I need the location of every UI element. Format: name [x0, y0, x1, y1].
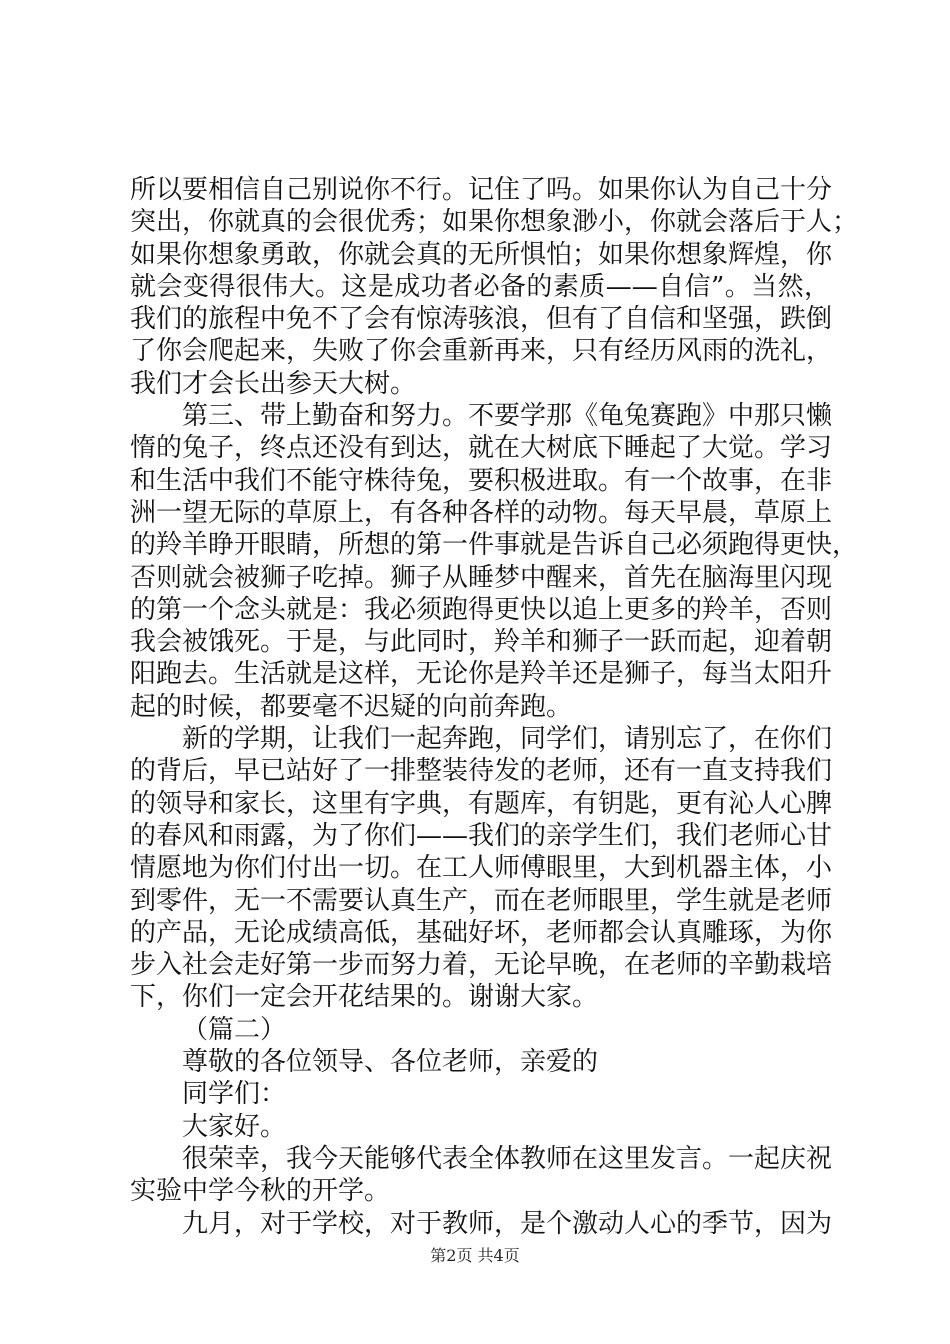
text-line: 阳跑去。生活就是这样，无论你是羚羊还是狮子，每当太阳升 [130, 659, 833, 690]
text-line: 就会变得很伟大。这是成功者必备的素质——自信”。当然， [130, 271, 830, 302]
text-line: 洲一望无际的草原上，有各种各样的动物。每天早晨，草原上 [130, 497, 833, 528]
text-line: 步入社会走好第一步而努力着，无论早晚，在老师的辛勤栽培 [130, 950, 833, 981]
text-line: （篇二） [182, 1014, 287, 1045]
text-line: 突出，你就真的会很优秀；如果你想象渺小，你就会落后于人； [130, 207, 859, 238]
text-line: 新的学期，让我们一起奔跑，同学们，请别忘了，在你们 [182, 724, 833, 755]
text-line: 我会被饿死。于是，与此同时，羚羊和狮子一跃而起，迎着朝 [130, 627, 833, 658]
text-line: 实验中学今秋的开学。 [130, 1176, 391, 1207]
text-line: 九月，对于学校，对于教师，是个激动人心的季节，因为 [182, 1208, 833, 1239]
text-line: 如果你想象勇敢，你就会真的无所惧怕；如果你想象辉煌，你 [130, 239, 833, 270]
text-line: 的第一个念头就是：我必须跑得更快以追上更多的羚羊，否则 [130, 594, 833, 625]
document-body [130, 174, 859, 1240]
page-footer: 第2页 共4页 [430, 1246, 520, 1265]
text-line: 和生活中我们不能守株待兔，要积极进取。有一个故事，在非 [130, 465, 833, 496]
text-line: 起的时候，都要毫不迟疑的向前奔跑。 [130, 691, 573, 722]
text-line: 的领导和家长，这里有字典，有题库，有钥匙，更有沁人心脾 [130, 788, 833, 819]
text-line: 大家好。 [182, 1111, 287, 1142]
text-line: 下，你们一定会开花结果的。谢谢大家。 [130, 982, 599, 1013]
text-line: 的羚羊睁开眼睛，所想的第一件事就是告诉自己必须跑得更快， [130, 530, 859, 561]
text-line: 所以要相信自己别说你不行。记住了吗。如果你认为自己十分 [130, 175, 833, 205]
text-line: 第三、带上勤奋和努力。不要学那《龟兔赛跑》中那只懒 [182, 401, 833, 432]
text-line: 很荣幸，我今天能够代表全体教师在这里发言。一起庆祝 [182, 1143, 833, 1174]
text-line: 到零件，无一不需要认真生产，而在老师眼里，学生就是老师 [130, 885, 833, 916]
text-line: 否则就会被狮子吃掉。狮子从睡梦中醒来，首先在脑海里闪现 [130, 562, 833, 593]
text-line: 的背后，早已站好了一排整装待发的老师，还有一直支持我们 [130, 756, 833, 787]
text-line: 了你会爬起来，失败了你会重新再来，只有经历风雨的洗礼， [130, 336, 833, 367]
text-line: 我们才会长出参天大树。 [130, 368, 417, 399]
text-line: 我们的旅程中免不了会有惊涛骇浪，但有了自信和坚强，跌倒 [130, 304, 833, 335]
text-line: 惰的兔子，终点还没有到达，就在大树底下睡起了大觉。学习 [130, 433, 833, 464]
text-line: 的春风和雨露，为了你们——我们的亲学生们，我们老师心甘 [130, 820, 833, 851]
text-line: 情愿地为你们付出一切。在工人师傅眼里，大到机器主体，小 [130, 853, 833, 884]
text-line: 同学们： [182, 1079, 287, 1110]
text-line: 的产品，无论成绩高低，基础好坏，老师都会认真雕琢，为你 [130, 917, 833, 948]
text-line: 尊敬的各位领导、各位老师，亲爱的 [182, 1047, 599, 1078]
